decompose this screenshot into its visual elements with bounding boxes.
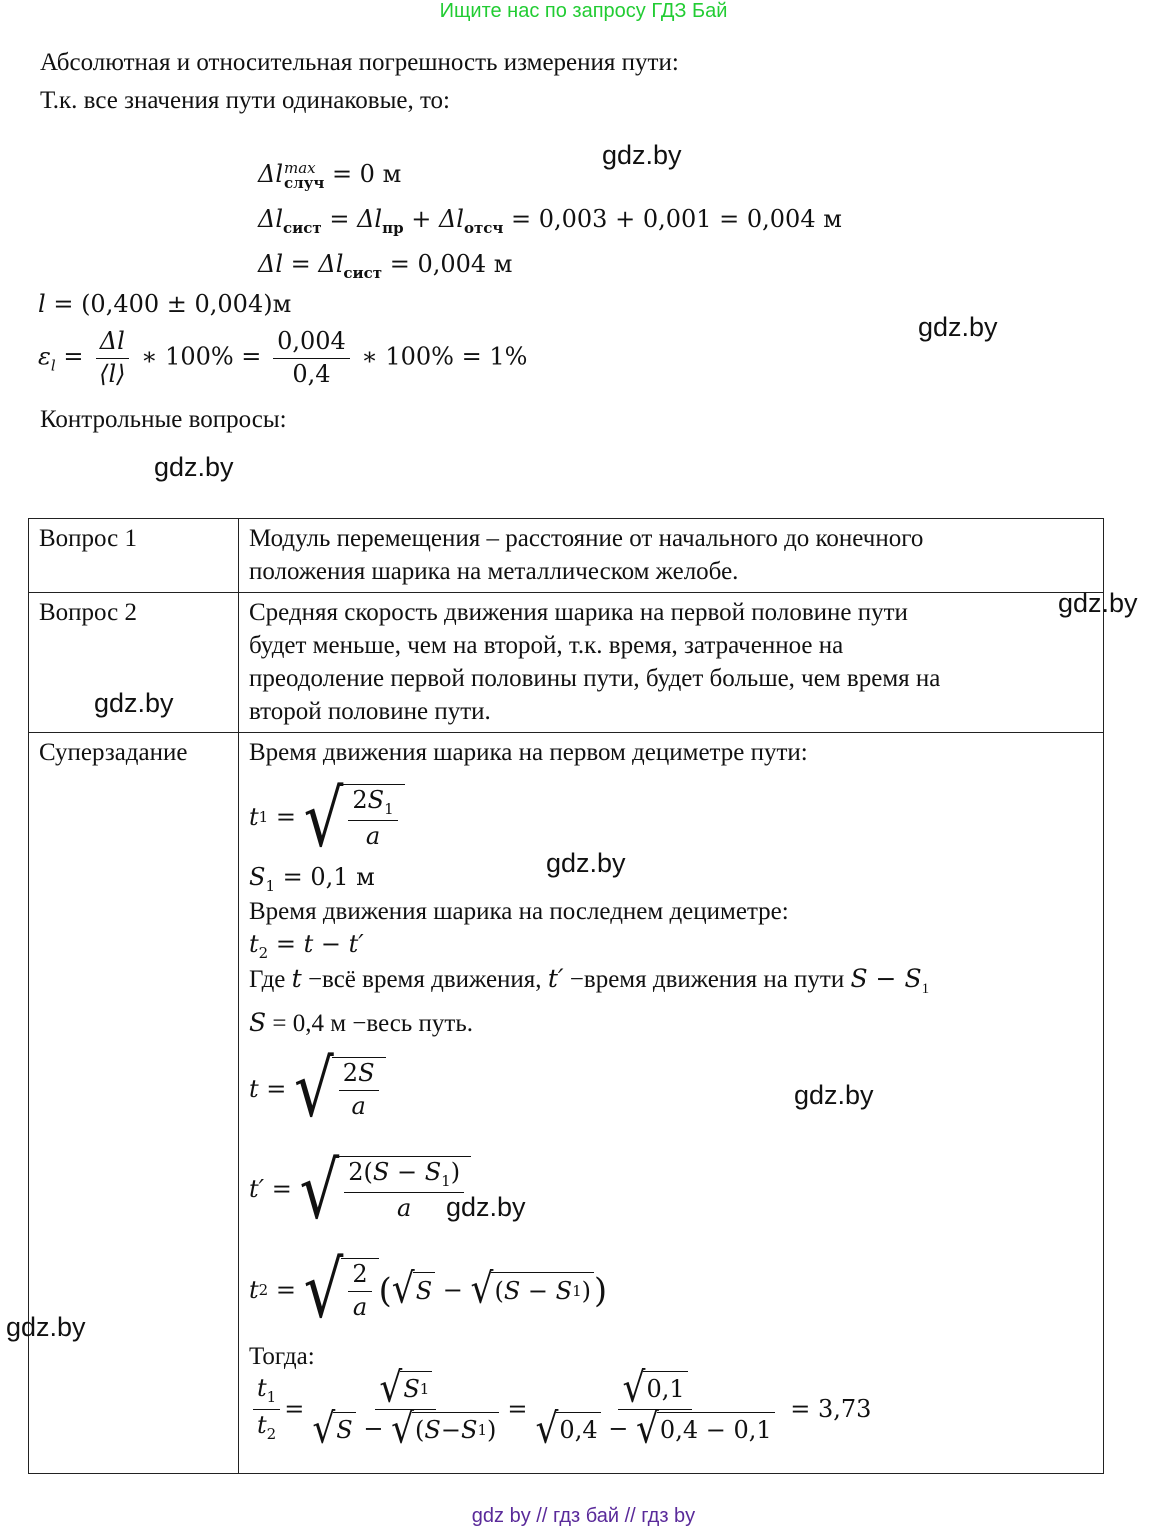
formula-lhs: Δl — [258, 205, 284, 233]
answer-line: второй половине пути. — [249, 698, 491, 725]
answer-line: положения шарика на металлическом желобе. — [249, 558, 739, 585]
formula-mid: ∗ 100% = — [141, 342, 262, 371]
answer-line: Средняя скорость движения шарика на первой половине пути — [249, 599, 908, 626]
subscript: отсч — [463, 219, 504, 237]
fraction-2: $\frac{0,004}{0,4}$ — [273, 328, 350, 388]
table-row — [29, 593, 1104, 733]
watermark-6: gdz.by — [546, 848, 626, 878]
subscript: сист — [343, 264, 383, 282]
superscript: max — [284, 158, 316, 177]
formula-abs-error — [258, 250, 512, 282]
row-answer — [239, 593, 1104, 733]
where-text: −всё время движения, — [301, 966, 548, 993]
formula-relative-error: $\varepsilon_l$ = $\frac{\Delta l}{⟨l⟩}$ ∗ 100% = $\frac{0,004}{0,4}$ ∗ 100% = 1% — [38, 327, 528, 388]
answer-line: будет меньше, чем на второй, т.к. время, затраченное на — [249, 632, 844, 659]
questions-table — [28, 518, 1104, 1474]
formula-t2: t 2 = √ $\frac{2}{a}$ ( √ S − √ ( S − S 1 ) ) — [249, 1243, 608, 1336]
s1-value: = 0,1 м — [282, 863, 375, 891]
table-row — [29, 733, 1104, 1474]
where-text: Где — [249, 966, 292, 993]
formula-s1: $S_1 = 0,1$ м — [249, 863, 375, 895]
answer-line: Время движения шарика на последнем дециметре: — [249, 898, 789, 925]
formula-rest: ∗ 100% = 1% — [361, 342, 528, 371]
formula-t-prime: t′ = √ $\frac{2(S - S_1)}{a}$ — [249, 1138, 1093, 1240]
where-line: Где t −всё время движения, t′ −время движения на пути $S - S_1$ — [249, 964, 930, 997]
answer-line: Тогда: — [249, 1343, 315, 1370]
answer-line: преодоление первой половины пути, будет больше, чем время на — [249, 665, 941, 692]
answer-line: Модуль перемещения – расстояние от начального до конечного — [249, 525, 924, 552]
result-value: = 3,73 — [790, 1394, 872, 1423]
watermark-5: gdz.by — [94, 688, 174, 718]
intro-line-2: Т.к. все значения пути одинаковые, то: — [40, 87, 450, 114]
answer-line: Время движения шарика на первом дециметре пути: — [249, 739, 808, 766]
formula-t2-def: $t_2 = t - t'$ — [249, 930, 364, 962]
subscript: пр — [382, 219, 404, 237]
s-value: = 0,4 м −весь путь. — [266, 1010, 473, 1037]
formula-random-error — [258, 160, 401, 191]
formula-lhs: Δl = Δl — [258, 250, 344, 278]
row-label: Вопрос 1 — [29, 519, 239, 593]
watermark-2: gdz.by — [918, 312, 998, 342]
subscript: случ — [284, 173, 325, 192]
s-line: S = 0,4 м −весь путь. — [249, 1008, 473, 1037]
where-text: −время движения на пути — [563, 966, 851, 993]
fraction-1: $\frac{\Delta l}{⟨l⟩}$ — [95, 328, 129, 388]
watermark-4: gdz.by — [1058, 588, 1138, 618]
row-label: Суперзадание — [29, 733, 239, 1474]
formula-ratio: $\frac{t_1}{t_2}$ = √ S 1 √ S − √ ( S − S 1 ) = √ 0,1 √ 0,4 − √ 0,4 − 0,1 = 3,73 — [249, 1373, 1093, 1445]
formula-rest: = 0 м — [324, 160, 402, 188]
formula-symbol: Δl — [258, 160, 284, 188]
watermark-1: gdz.by — [602, 140, 682, 170]
row-answer — [239, 733, 1104, 1474]
formula-system-error: $\Delta l_{сист} = \Delta l_{пр} + \Delta l_{отсч} = 0,003 + 0,001 = 0,004$ м — [258, 205, 842, 237]
formula-t1: t 1 = √ $\frac{2S_1}{a}$ — [249, 773, 1093, 861]
watermark-7: gdz.by — [794, 1080, 874, 1110]
top-banner: Ищите нас по запросу ГДЗ Бай — [439, 0, 728, 22]
subscript: сист — [283, 219, 322, 237]
watermark-8: gdz.by — [446, 1192, 526, 1222]
formula-t: t = √ $\frac{2S}{a}$ — [249, 1040, 1093, 1138]
term-1: Δl — [357, 205, 383, 233]
row-label: Вопрос 2 — [29, 593, 239, 733]
watermark-9: gdz.by — [6, 1312, 86, 1342]
section-title: Контрольные вопросы: — [40, 406, 287, 433]
formula-result-length: l = (0,400 ± 0,004)м — [38, 290, 292, 318]
intro-line-1: Абсолютная и относительная погрешность измерения пути: — [40, 49, 679, 76]
row-answer — [239, 519, 1104, 593]
formula-rest: = 0,004 м — [382, 250, 513, 278]
table-row — [29, 519, 1104, 593]
term-2: Δl — [438, 205, 464, 233]
footer-links: gdz by // гдз бай // гдз by — [471, 1505, 696, 1527]
watermark-3: gdz.by — [154, 452, 234, 482]
result-value: (0,400 ± 0,004)м — [81, 290, 292, 318]
formula-rest: = 0,003 + 0,001 = 0,004 м — [503, 205, 842, 233]
